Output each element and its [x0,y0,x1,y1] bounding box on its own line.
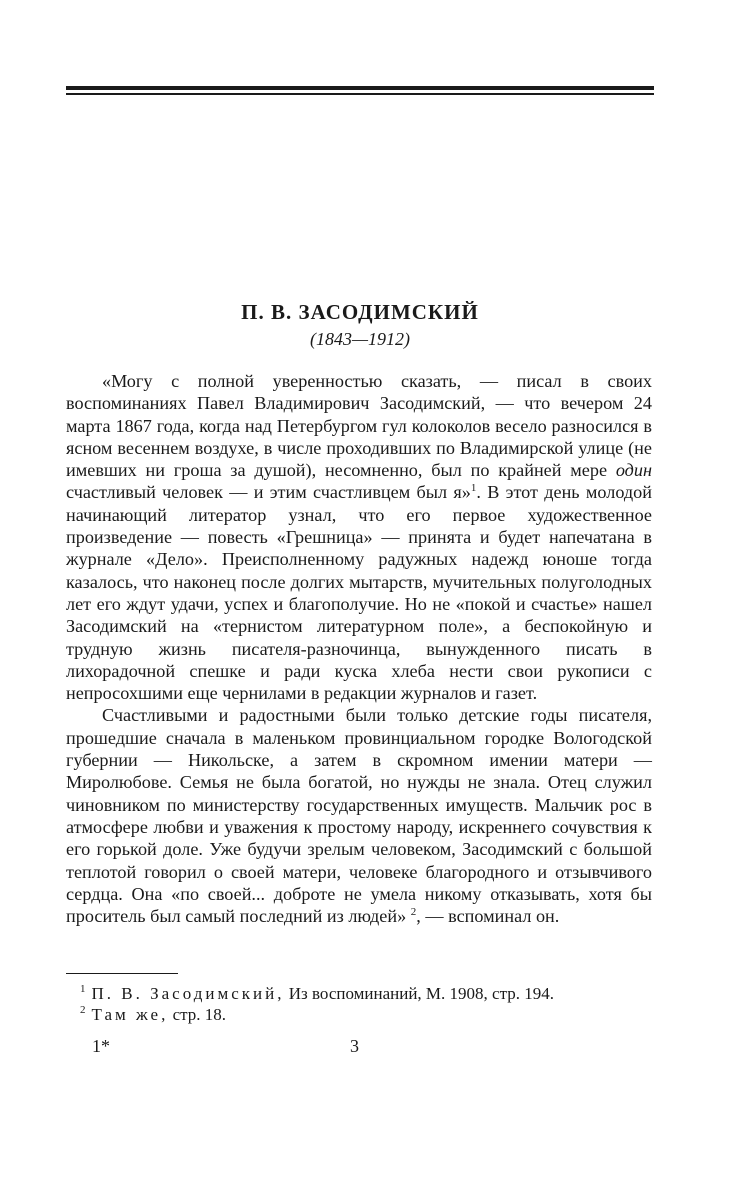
life-years: (1843—1912) [310,329,410,349]
article-body [66,370,652,927]
signature-mark: 1* [92,1036,110,1056]
footnote-2-author: Там же, [91,1005,169,1024]
footnote-ref-1[interactable]: 1 [470,482,477,495]
article-title: П. В. ЗАСОДИМСКИЙ [241,300,479,324]
footnote-1-number: 1 [80,983,86,996]
emphasis-word: один [615,460,652,481]
footnote-ref-2[interactable]: 2 [410,906,417,919]
top-rule [66,86,654,90]
footnote-2-number: 2 [80,1004,86,1017]
footnote-1 [66,983,652,1004]
paragraph-2-text-a: Счастливыми и радостными были только детские годы писателя, прошедшие сначала в маленьком провинциальном городке Вологодской губернии — Никольске, а затем в скромном имении матери — Миролюбове. Семья не была богатой, но нужды не знала. Отец служил чиновником по министерству государственных имуществ. Мальчик рос в атмосфере любви и уважения к простому народу, искреннего сочувствия к его горькой доле. Уже будучи зрелым человеком, Засодимский с большой теплотой говорил о своей матери, человеке благородного и отзывчивого сердца. Она «по своей... доброте не умела никому отказывать, хотя бы проситель был самый последний из людей» [66,705,652,927]
footnote-separator [66,973,178,974]
paragraph-1 [66,370,652,704]
paragraph-2-text-b: , — вспоминал он. [416,906,560,927]
paragraph-1-text-a: «Могу с полной уверенностью сказать, — писал в своих воспоминаниях Павел Владимирович Засодимский, — что вечером 24 марта 1867 года, когда над Петербургом гул колоколов весело разносился в ясном весеннем воздухе, в числе проходивших по Владимирской улице (не имевших ни гроша за душой), несомненно, был по крайней мере [66,371,652,481]
paragraph-1-text-b: счастливый человек — и этим счастливцем был я» [66,482,471,503]
footnote-2 [66,1004,652,1025]
footnote-1-text: Из воспоминаний, М. 1908, стр. 194. [288,984,554,1003]
footnote-1-author: П. В. Засодимский, [91,984,285,1003]
footnotes [66,983,652,1025]
page-number: 3 [350,1036,359,1056]
paragraph-1-text-c: . В этот день молодой начинающий литератор узнал, что его первое художественное произведение — повесть «Грешница» — принята и будет напечатана в журнале «Дело». Преисполненному радужных надежд юноше тогда казалось, что наконец после долгих мытарств, мучительных полуголодных лет его ждут удачи, успех и благополучие. Но не «покой и счастье» нашел Засодимский на «тернистом литературном поле», а беспокойную и трудную жизнь писателя-разночинца, вынужденного писать в лихорадочной спешке и ради куска хлеба нести свои рукописи с непросохшими еще чернилами в редакции журналов и газет. [66,482,652,704]
footnote-2-text: стр. 18. [172,1005,227,1024]
paragraph-2 [66,704,652,927]
top-rule-thin [66,93,654,95]
